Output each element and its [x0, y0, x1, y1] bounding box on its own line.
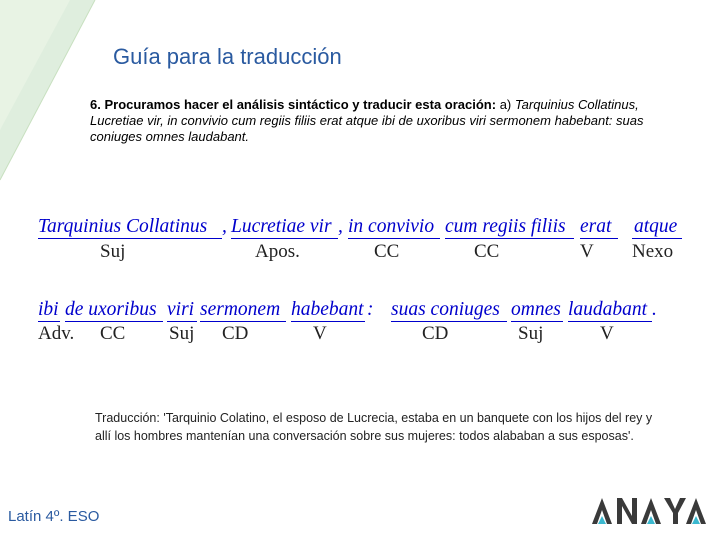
syntactic-function: CC [474, 241, 500, 262]
page-title: Guía para la traducción [113, 44, 342, 69]
word-underline [231, 238, 338, 239]
punctuation-colon: : [367, 299, 374, 320]
word-underline [291, 321, 365, 322]
exercise-latin-sentence: Tarquinius Collatinus, Lucretiae vir, in convivio cum regiis filiis erat atque ibi de uxoribus viri sermonem habebant: suas coniuges omnes laudabant. [90, 97, 644, 144]
exercise-instruction: Procuramos hacer el análisis sintáctico y traducir esta oración: [104, 97, 497, 112]
word-underline [348, 238, 440, 239]
syntactic-function: Apos. [255, 241, 300, 262]
latin-word: de uxoribus [65, 299, 157, 320]
word-underline [38, 321, 60, 322]
latin-word: Lucretiae vir [231, 216, 332, 237]
word-underline [391, 321, 507, 322]
latin-word: omnes [511, 299, 561, 320]
syntactic-function: Suj [100, 241, 126, 262]
footer-course-label: Latín 4º. ESO [8, 508, 100, 525]
punctuation-comma: , [338, 216, 343, 237]
anaya-logo [588, 490, 710, 530]
syntactic-function: CC [374, 241, 400, 262]
syntactic-function: CC [100, 323, 126, 344]
latin-word: Tarquinius Collatinus [38, 216, 208, 237]
latin-word: suas coniuges [391, 299, 500, 320]
latin-word: viri [167, 299, 195, 320]
exercise-label: a) [499, 97, 512, 112]
syntactic-function: CD [222, 323, 249, 344]
word-underline [580, 238, 618, 239]
syntactic-function: Suj [518, 323, 544, 344]
syntactic-function: V [600, 323, 614, 344]
word-underline [38, 238, 222, 239]
exercise-statement [90, 97, 650, 145]
translation-text: Traducción: 'Tarquinio Colatino, el esposo de Lucrecia, estaba en un banquete con los hijos del rey y allí los hombres mantenían una conversación sobre sus mujeres: todos alababan a sus esposas'. [95, 411, 653, 443]
syntactic-function: V [580, 241, 594, 262]
latin-word: cum regiis filiis [445, 216, 566, 237]
word-underline [167, 321, 197, 322]
latin-word: sermonem [200, 299, 281, 320]
latin-word: erat [580, 216, 612, 237]
latin-word: ibi [38, 299, 59, 320]
syntactic-function: Adv. [38, 323, 75, 344]
word-underline [568, 321, 652, 322]
syntactic-function: Nexo [632, 241, 674, 262]
latin-word: atque [634, 216, 678, 237]
latin-word: habebant [291, 299, 364, 320]
word-underline [65, 321, 163, 322]
word-underline [445, 238, 574, 239]
syntactic-function: V [313, 323, 327, 344]
word-underline [200, 321, 286, 322]
syntactic-function: CD [422, 323, 449, 344]
word-underline [632, 238, 682, 239]
syntactic-function: Suj [169, 323, 195, 344]
exercise-number: 6. [90, 97, 101, 112]
punctuation-comma: , [222, 216, 227, 237]
latin-word: laudabant [568, 299, 648, 320]
punctuation-period: . [652, 299, 657, 320]
latin-word: in convivio [348, 216, 435, 237]
word-underline [511, 321, 563, 322]
